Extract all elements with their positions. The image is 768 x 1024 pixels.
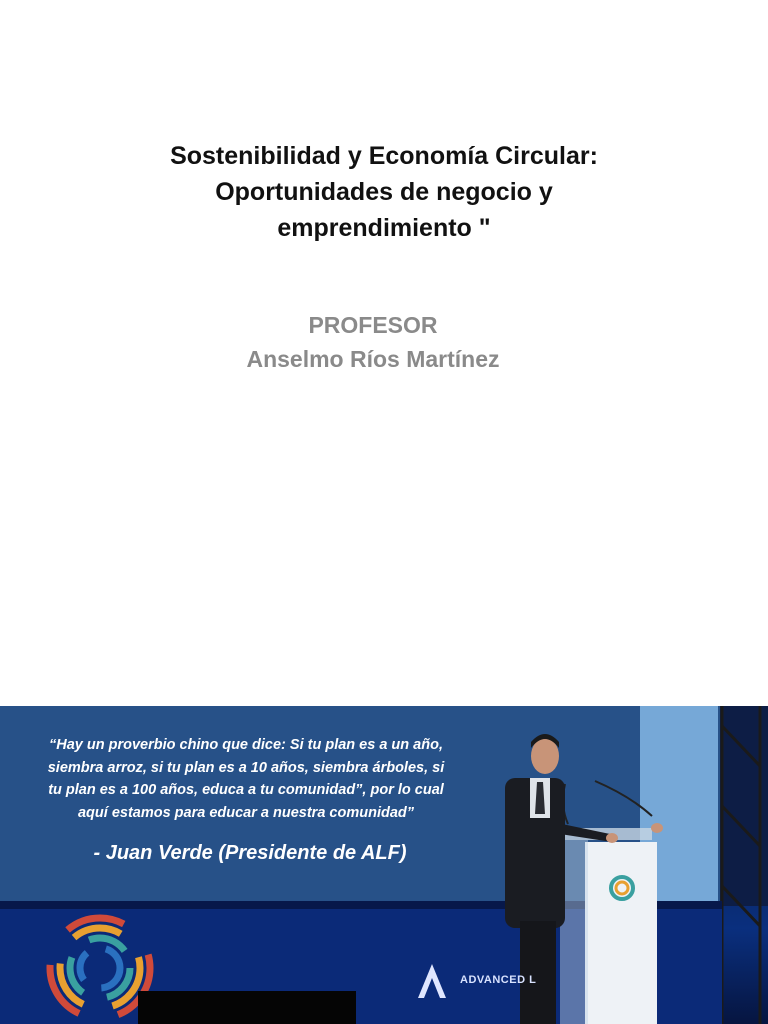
professor-block — [0, 308, 746, 376]
stage-monitor — [138, 991, 356, 1024]
quote-block — [0, 734, 492, 824]
title-line-3: emprendimiento " — [277, 214, 491, 242]
quote-line-2: siembra arroz, si tu plan es a 10 años, siembra árboles, si — [47, 759, 445, 776]
quote-line-1: “Hay un proverbio chino que dice: Si tu plan es a un año, — [49, 737, 443, 753]
title-line-2: Oportunidades de negocio y — [215, 178, 553, 206]
professor-name: Anselmo Ríos Martínez — [246, 346, 500, 372]
quote-line-4: aquí estamos para educar a nuestra comunidad” — [77, 804, 415, 821]
quote-author: - Juan Verde (Presidente de ALF) — [93, 842, 407, 864]
slide-title — [0, 138, 768, 246]
professor-label: PROFESOR — [308, 312, 438, 338]
brand-text: ADVANCED L — [460, 974, 537, 986]
title-line-1: Sostenibilidad y Economía Circular: — [170, 142, 598, 170]
quote-line-3: tu plan es a 100 años, educa a tu comunidad”, por lo cual — [48, 782, 444, 798]
conference-photo — [0, 706, 768, 1024]
